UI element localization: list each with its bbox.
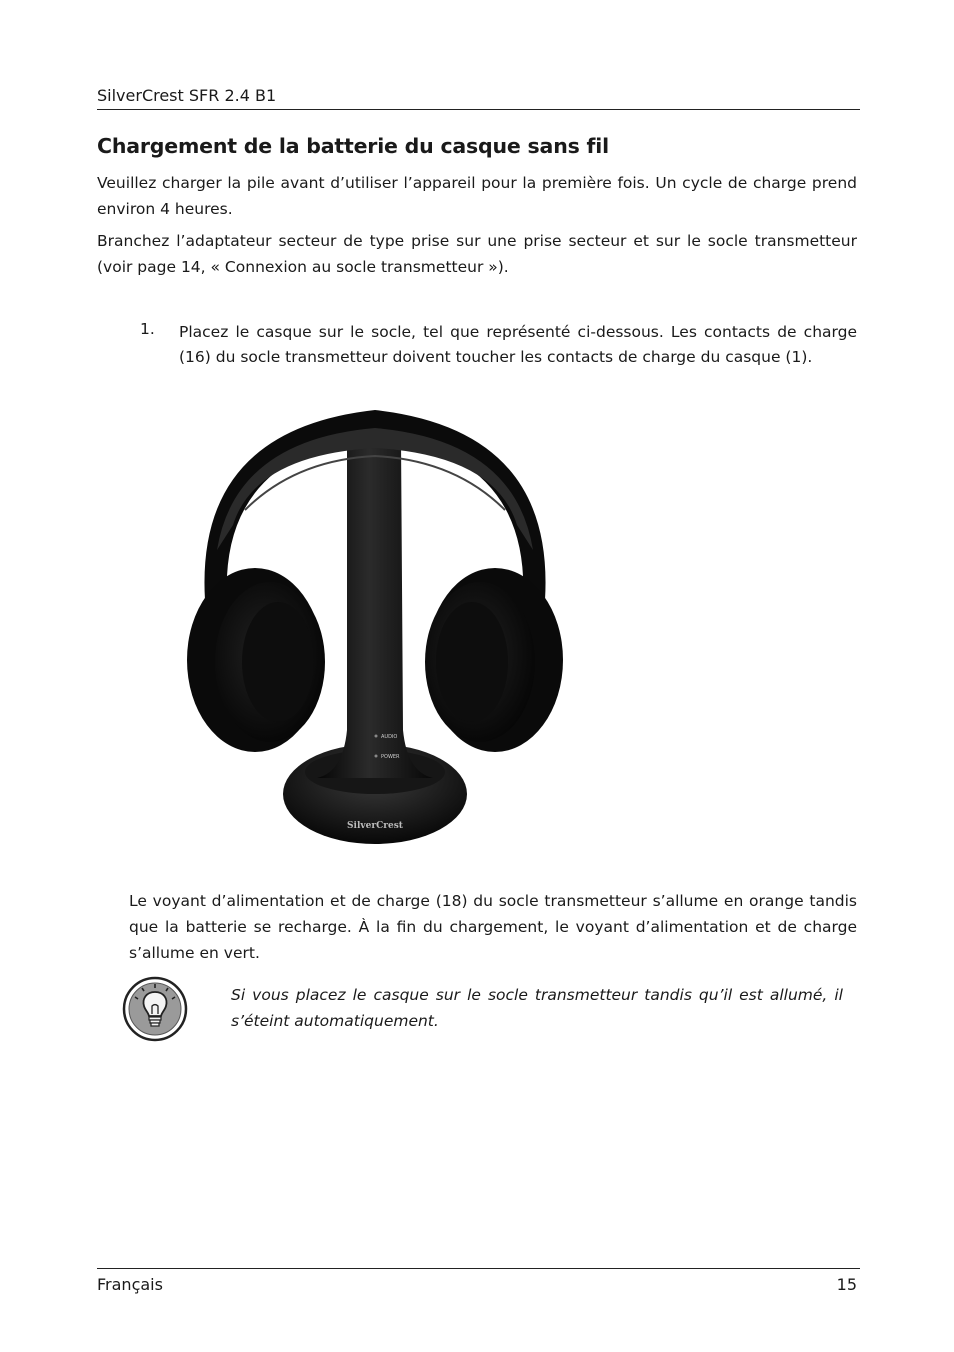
header-title: SilverCrest SFR 2.4 B1 <box>97 86 277 105</box>
headphones-illustration <box>175 400 575 852</box>
header-rule <box>97 109 860 110</box>
page-number: 15 <box>836 1275 857 1294</box>
step-number: 1. <box>140 320 155 338</box>
intro-paragraph: Veuillez charger la pile avant d’utiliser l’appareil pour la première fois. Un cycle de charge prend environ 4 heures. <box>97 174 857 218</box>
brand-logo: SilverCrest <box>347 821 403 831</box>
footer-language: Français <box>97 1275 163 1294</box>
step-text: Placez le casque sur le socle, tel que représenté ci-dessous. Les contacts de charge (16) du socle transmetteur doivent toucher les contacts de charge du casque (1). <box>179 323 857 366</box>
headphones-on-base-figure <box>175 400 575 852</box>
power-label: POWER <box>381 754 400 760</box>
section-heading: Chargement de la batterie du casque sans fil <box>97 134 609 158</box>
footer-rule <box>97 1268 860 1269</box>
audio-label: AUDIO <box>381 734 398 740</box>
adapter-paragraph: Branchez l’adaptateur secteur de type prise sur une prise secteur et sur le socle transmetteur (voir page 14, « Connexion au socle transmetteur »). <box>97 232 857 276</box>
tip-text: Si vous placez le casque sur le socle transmetteur tandis qu’il est allumé, il s’éteint automatiquement. <box>231 986 843 1030</box>
lightbulb-icon <box>122 976 188 1042</box>
indicator-paragraph: Le voyant d’alimentation et de charge (18) du socle transmetteur s’allume en orange tandis que la batterie se recharge. À la fin du chargement, le voyant d’alimentation et de charge s’allume en vert. <box>129 892 857 962</box>
